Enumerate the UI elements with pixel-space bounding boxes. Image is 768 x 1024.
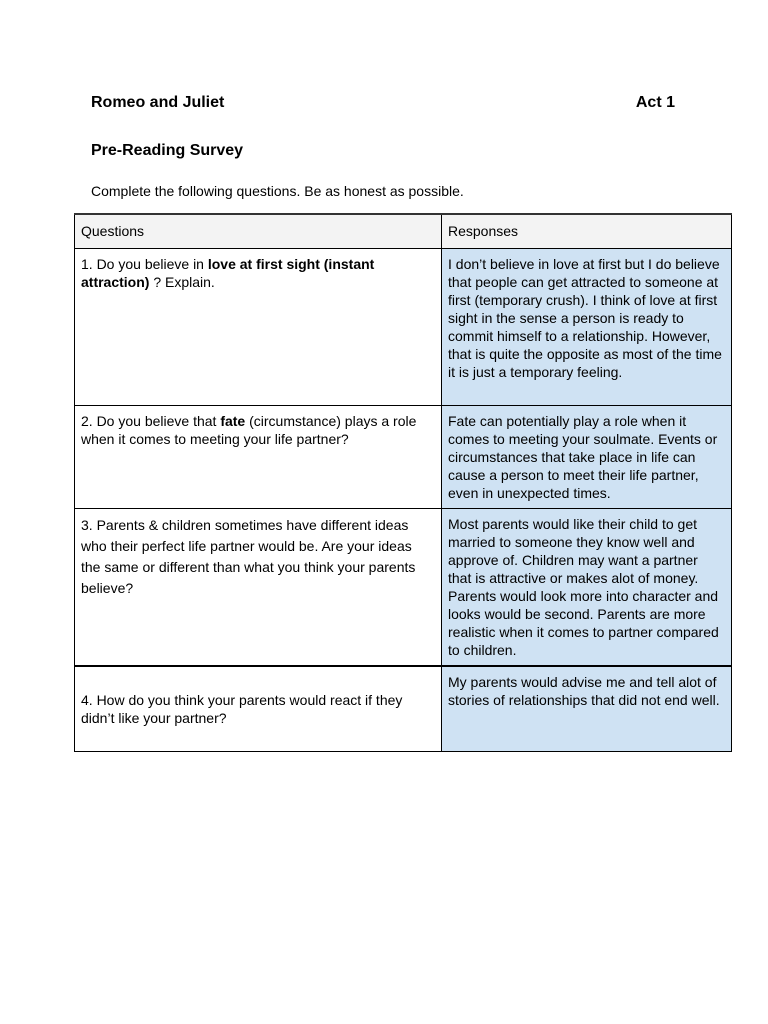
survey-subtitle: Pre-Reading Survey [91,142,244,159]
question-emphasis: fate [220,413,246,429]
responses-header: Responses [442,214,732,249]
questions-header: Questions [75,214,442,249]
question-text: 1. Do you believe in [81,256,208,272]
table-row [75,406,732,509]
survey-table [74,213,732,752]
table-row [75,249,732,406]
act-label: Act 1 [635,94,675,111]
question-text: (circumstance) plays a role when it comes to meeting your life partner? [81,413,417,447]
question-text: 2. Do you believe that [81,413,221,429]
question-cell [75,406,442,509]
response-cell[interactable]: I don’t believe in love at first but I do believe that people can get attracted to someone at first (temporary crush). I think of love at first sight in the sense a person is ready to commit himself to a relationship. However, that is quite the opposite as most of the time it is just a temporary feeling. [442,249,732,406]
survey-instructions: Complete the following questions. Be as honest as possible. [91,183,464,199]
table-row [75,666,732,752]
response-cell[interactable]: My parents would advise me and tell alot of stories of relationships that did not end well. [442,666,732,752]
question-cell: 4. How do you think your parents would react if they didn’t like your partner? [75,666,442,752]
response-cell[interactable]: Fate can potentially play a role when it comes to meeting your soulmate. Events or circumstances that take place in life can cause a person to meet their life partner, even in unexpected times. [442,406,732,509]
question-cell: 3. Parents & children sometimes have different ideas who their perfect life partner would be. Are your ideas the same or different than what you think your parents believe? [75,509,442,667]
question-emphasis: love at first sight (instant attraction) [81,256,375,290]
question-cell [75,249,442,406]
table-header-row [75,214,732,249]
document-title: Romeo and Juliet [91,94,225,111]
table-row [75,509,732,667]
response-cell[interactable]: Most parents would like their child to get married to someone they know well and approve of. Children may want a partner that is attractive or makes alot of money. Parents would look more into character and looks would be second. Parents are more realistic when it comes to partner compared to children. [442,509,732,667]
document-header [91,94,675,112]
question-text: ? Explain. [149,274,215,290]
